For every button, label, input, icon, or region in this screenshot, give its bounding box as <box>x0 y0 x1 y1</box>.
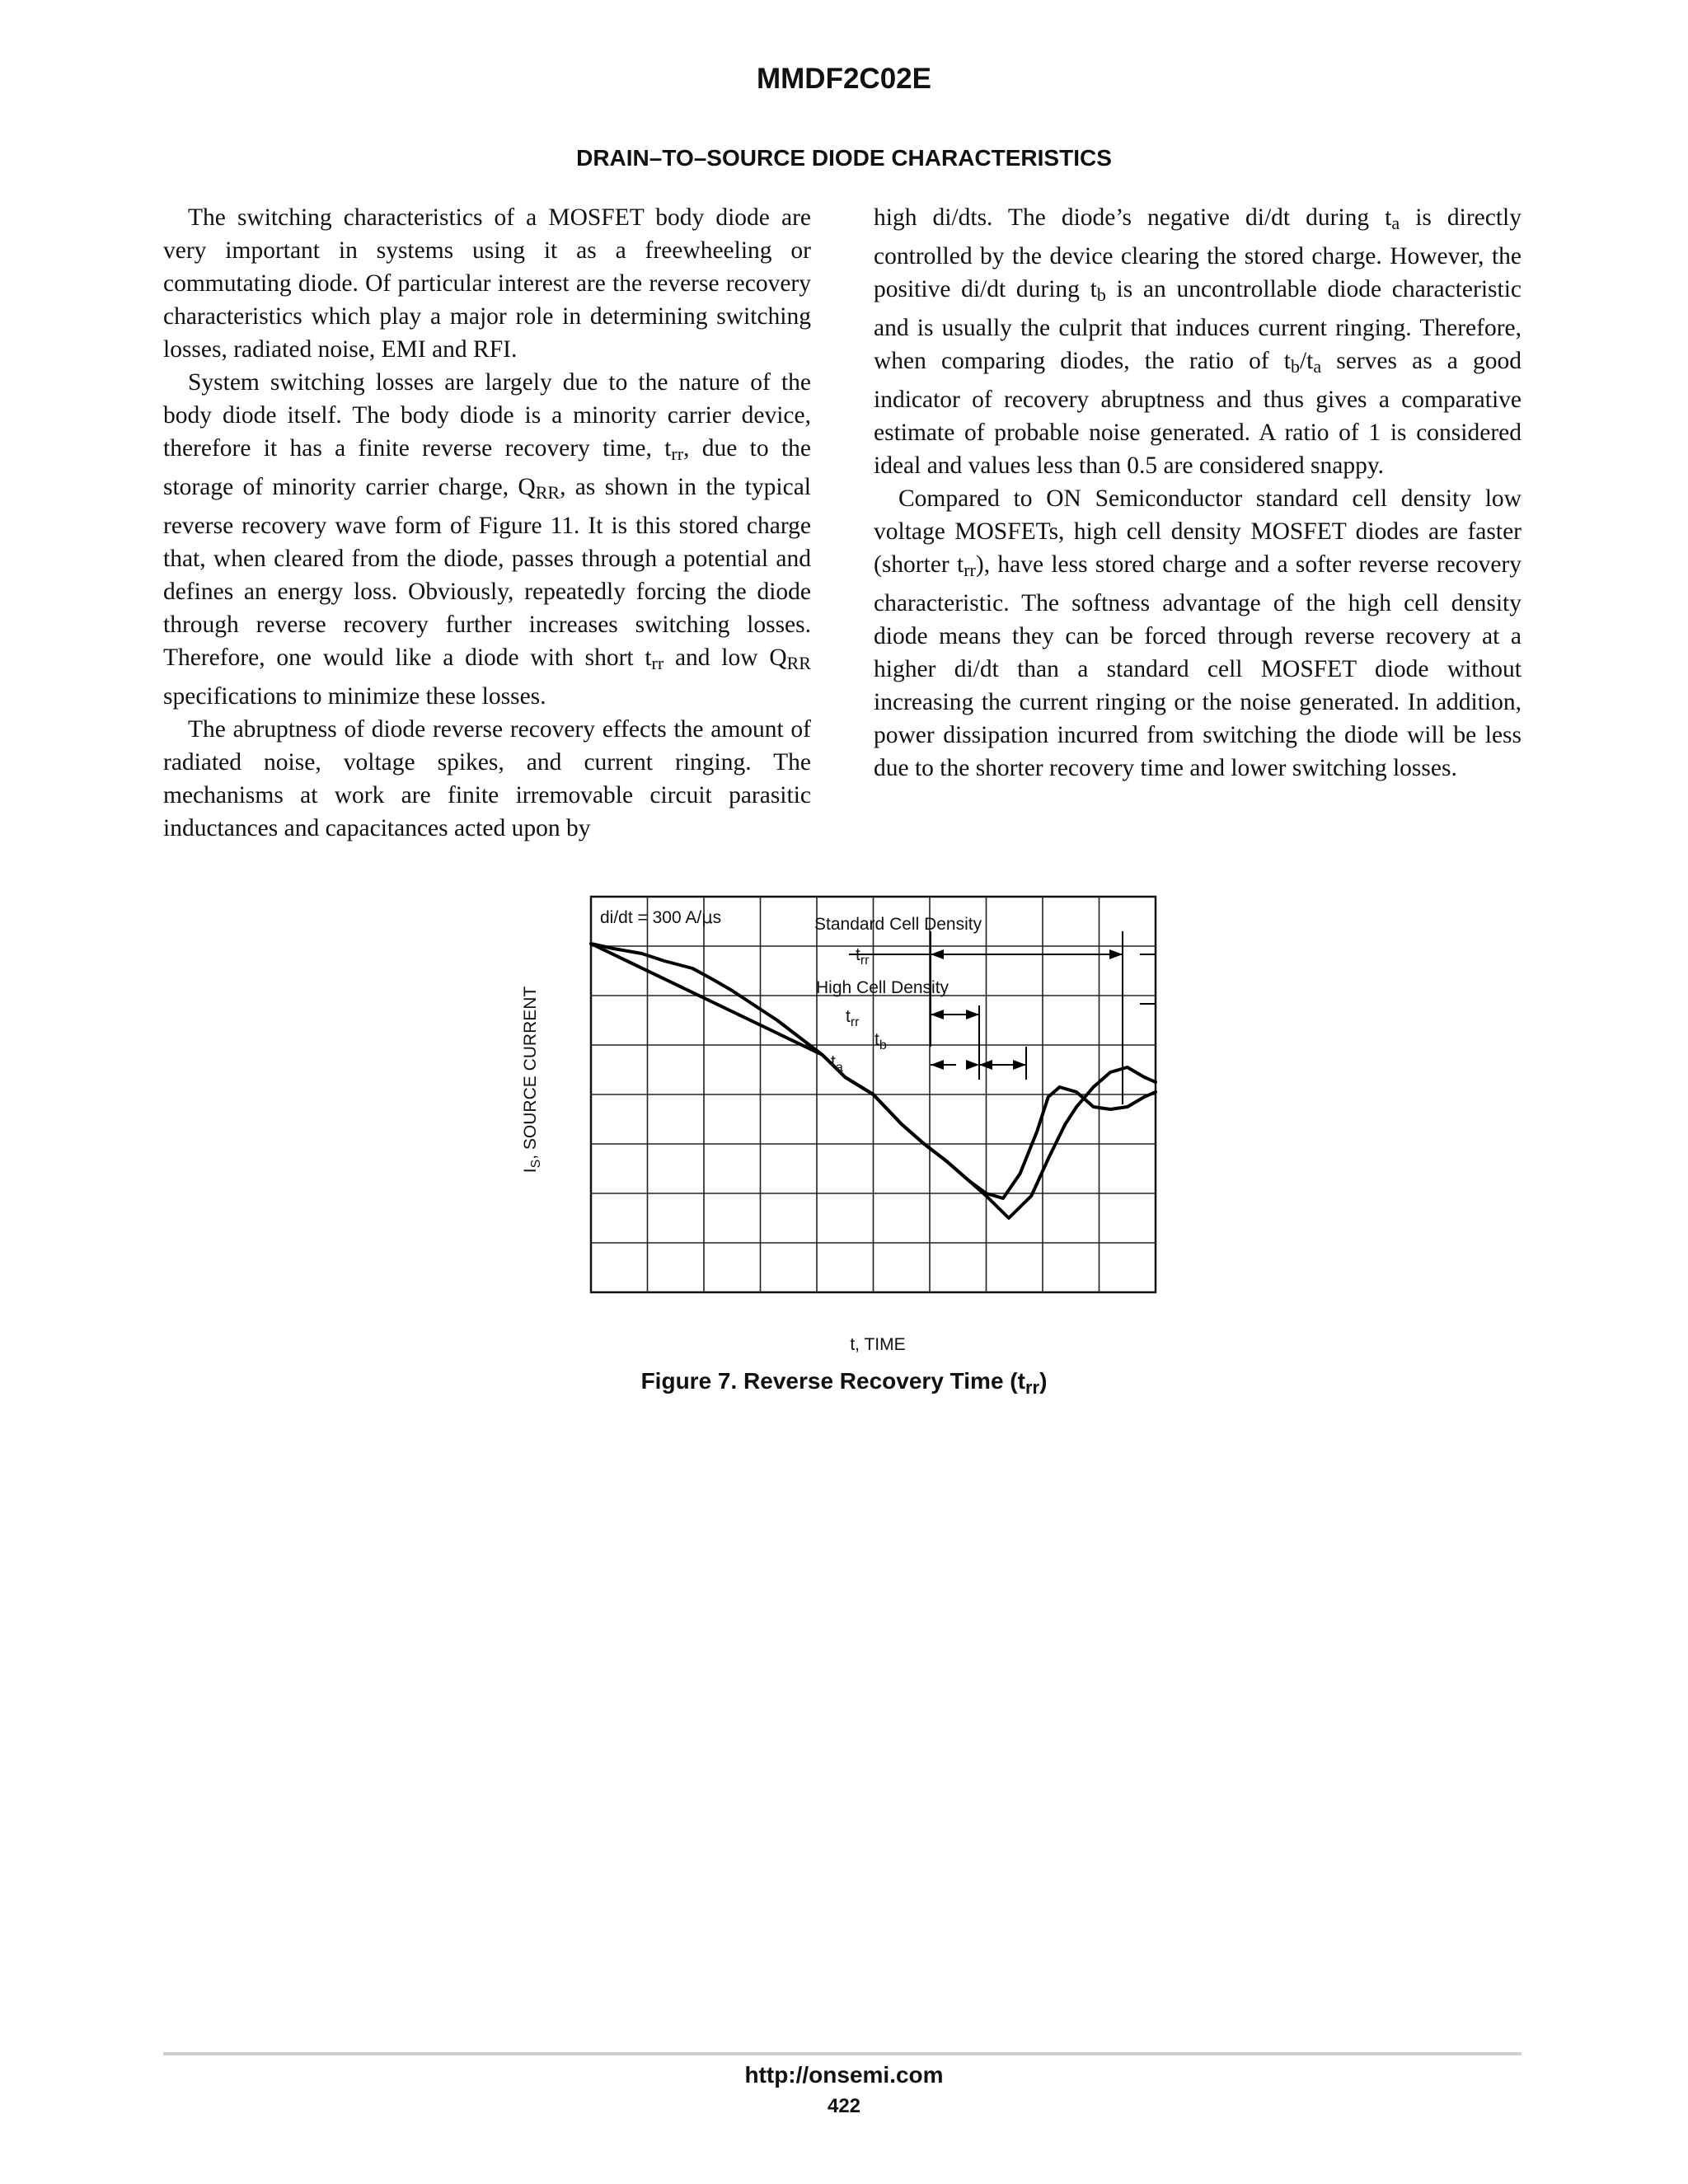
standard-cell-density-label: Standard Cell Density <box>814 915 982 934</box>
trr-high-label: $t_{rr}$ <box>846 1007 860 1029</box>
trr-standard-arrow-right <box>1109 949 1123 959</box>
document-title: MMDF2C02E <box>757 63 931 95</box>
left-text-column <box>163 201 811 845</box>
figure-caption: Figure 7. Reverse Recovery Time $(t_{rr})$ <box>640 1368 1048 1398</box>
ta-label: $t_a$ <box>831 1052 843 1075</box>
chart-annotations <box>849 931 1156 1104</box>
footer-url: http://onsemi.com <box>744 2062 944 2088</box>
right-column-paragraph: Compared to ON Semiconductor standard cell density low voltage MOSFETs, high cell density MOSFET diodes are faster (shorter $t_{rr}$), have less stored charge and a softer reverse recovery characteristic. The softness advantage of the high cell density diode means they can be forced through reverse recovery at a higher di/dt than a standard cell MOSFET diode without increasing the current ringing or the noise generated. In addition, power dissipation incurred from switching the diode will be less due to the shorter recovery time and lower switching losses. <box>874 485 1522 781</box>
left-column-paragraph: The abruptness of diode reverse recovery effects the amount of radiated noise, voltage spikes, and current ringing. The mechanisms at work are finite irremovable circuit parasitic inductances and capacitances acted upon by <box>163 716 811 841</box>
ta-arrow-right <box>966 1060 979 1070</box>
trr-high-arrow-left <box>931 1010 944 1019</box>
figure-7-reverse-recovery-chart <box>511 882 1187 1368</box>
y-axis-label: $I_S$, SOURCE CURRENT <box>521 986 543 1174</box>
didt-label: di/dt = 300 A/μs <box>600 907 722 927</box>
page-number: 422 <box>827 2095 861 2117</box>
left-column-paragraph: The switching characteristics of a MOSFET body diode are very important in systems using it as a freewheeling or commutating diode. Of particular interest are the reverse recovery characteristics which play a major role in determining switching losses, radiated noise, EMI and RFI. <box>163 204 811 363</box>
x-axis-label: t, TIME <box>850 1335 906 1354</box>
ta-arrow-left <box>931 1060 944 1070</box>
right-text-column <box>874 201 1522 785</box>
footer-divider <box>163 2052 1522 2055</box>
trr-high-arrow-right <box>966 1010 979 1019</box>
high-cell-density-label: High Cell Density <box>816 978 950 997</box>
trr-standard-label: $t_{rr}$ <box>856 945 870 968</box>
tb-label: $t_b$ <box>874 1030 887 1052</box>
right-column-paragraph: high di/dts. The diode’s negative di/dt during $t_a$ is directly controlled by the device clearing the stored charge. However, the positive di/dt during $t_b$ is an uncontrollable diode characteristic and is usually the culprit that induces current ringing. Therefore, when comparing diodes, the ratio of $t_b/t_a$ serves as a good indicator of recovery abruptness and thus gives a comparative estimate of probable noise generated. A ratio of 1 is considered ideal and values less than 0.5 are considered snappy. <box>874 204 1522 479</box>
trr-standard-arrow-left <box>931 949 944 959</box>
left-column-paragraph: System switching losses are largely due to the nature of the body diode itself. The body diode is a minority carrier device, therefore it has a finite reverse recovery time, $t_{rr}$, due to the storage of minority carrier charge, $Q_{RR}$, as shown in the typical reverse recovery wave form of Figure 11. It is this stored charge that, when cleared from the diode, passes through a potential and defines an energy loss. Obviously, repeatedly forcing the diode through reverse recovery further increases switching losses. Therefore, one would like a diode with short $t_{rr}$ and low $Q_{RR}$ specifications to minimize these losses. <box>163 369 811 710</box>
tb-arrow-right <box>1013 1060 1026 1070</box>
section-heading: DRAIN–TO–SOURCE DIODE CHARACTERISTICS <box>576 145 1112 171</box>
